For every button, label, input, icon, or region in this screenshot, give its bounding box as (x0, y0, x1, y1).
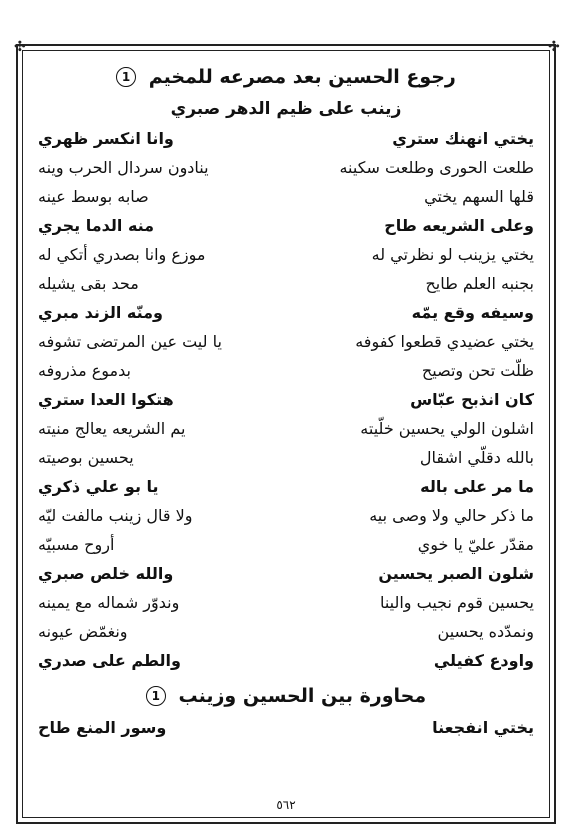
poem2-title-text: محاورة بين الحسين وزينب (178, 685, 427, 707)
verse-left-hemistich: بدموع مذروفه (38, 361, 131, 380)
poem2-number-badge: 1 (146, 686, 166, 706)
verse-left-hemistich: والطم على صدري (38, 651, 181, 670)
poem-title (30, 60, 542, 94)
verse-line (30, 646, 542, 675)
verse-line (30, 124, 542, 153)
verse-left-hemistich: يا ليت عين المرتضى تشوفه (38, 332, 222, 351)
verse-left-hemistich: والله خلص صبري (38, 564, 174, 583)
verse-line (30, 530, 542, 559)
verse-right-hemistich: بجنبه العلم طايح (425, 274, 534, 293)
page-content (30, 60, 542, 810)
verse-left-hemistich: محد بقى يشيله (38, 274, 139, 293)
verse-right-hemistich: ونمدّده يحسين (437, 622, 534, 641)
corner-ornament-icon: ✣ (14, 39, 26, 55)
verse-line (30, 617, 542, 646)
verse-right-hemistich: طلعت الحورى وطلعت سكينه (339, 158, 534, 177)
verse-left-hemistich: يحسين بوصيته (38, 448, 134, 467)
verse-left-hemistich: ونغمّض عيونه (38, 622, 128, 641)
verse-right-hemistich: شلون الصبر يحسين (378, 564, 534, 583)
verse-right-hemistich: وسيفه وقع يمّه (411, 303, 534, 322)
verse-right-hemistich: يختي عضيدي قطعوا كفوفه (355, 332, 534, 351)
verse-line (30, 211, 542, 240)
verse-left-hemistich: وسور المنع طاح (38, 718, 167, 737)
verse-right-hemistich: يختي انفجعنا (432, 718, 534, 737)
verse-line (30, 501, 542, 530)
verse-left-hemistich: يم الشريعه يعالج منيته (38, 419, 186, 438)
verse-right-hemistich: كان انذبح عبّاس (410, 390, 534, 409)
verse-right-hemistich: ظلّت تحن وتصيح (421, 361, 534, 380)
verse-line (30, 713, 542, 742)
verse-right-hemistich: اشلون الولي يحسين خلّيته (360, 419, 534, 438)
verse-line (30, 414, 542, 443)
verse-right-hemistich: ما ذكر حالي ولا وصى بيه (369, 506, 534, 525)
verse-line (30, 298, 542, 327)
verse-right-hemistich: وعلى الشريعه طاح (384, 216, 534, 235)
verse-right-hemistich: يختي يزينب لو نظرتي له (371, 245, 534, 264)
verse-left-hemistich: هتكوا العدا ستري (38, 390, 174, 409)
verse-left-hemistich: وندوّر شماله مع يمينه (38, 593, 180, 612)
verse-line (30, 269, 542, 298)
poem2-title (30, 679, 542, 713)
verse-right-hemistich: يحسين قوم نجيب والينا (379, 593, 534, 612)
verse-right-hemistich: قلها السهم يختي (424, 187, 534, 206)
poem2-verses (30, 713, 542, 742)
verse-line (30, 385, 542, 414)
verse-left-hemistich: موزع وانا بصدري أتكي له (38, 245, 206, 264)
verse-line (30, 472, 542, 501)
verse-left-hemistich: ولا قال زينب مالفت ليّه (38, 506, 193, 525)
verse-left-hemistich: يا بو علي ذكري (38, 477, 159, 496)
verse-line (30, 153, 542, 182)
verse-line (30, 240, 542, 269)
verse-right-hemistich: واودع كفيلي (433, 651, 534, 670)
verse-left-hemistich: أروح مسبيّه (38, 535, 115, 554)
verse-left-hemistich: ينادون سردال الحرب وينه (38, 158, 209, 177)
verse-right-hemistich: يختي انهنك ستري (392, 129, 534, 148)
verse-left-hemistich: وانا انكسر ظهري (38, 129, 174, 148)
verse-line (30, 356, 542, 385)
verse-right-hemistich: مقدّر عليّ يا خوي (417, 535, 534, 554)
page-number: ٥٦٢ (276, 798, 296, 812)
poem-number-badge: 1 (116, 67, 136, 87)
verse-left-hemistich: ومنّه الزند مبري (38, 303, 163, 322)
verse-line (30, 588, 542, 617)
verse-line (30, 182, 542, 211)
verse-line (30, 559, 542, 588)
verse-right-hemistich: ما مر على باله (420, 477, 534, 496)
verse-right-hemistich: بالله دقلّي اشقال (419, 448, 534, 467)
poem-verses (30, 124, 542, 675)
poem-title-text: رجوع الحسين بعد مصرعه للمخيم (148, 66, 456, 88)
corner-ornament-icon: ✣ (548, 39, 560, 55)
verse-left-hemistich: منه الدما يجري (38, 216, 155, 235)
poem-subtitle: زينب على ظيم الدهر صبري (170, 99, 402, 119)
verse-left-hemistich: صابه بوسط عينه (38, 187, 149, 206)
verse-line (30, 327, 542, 356)
verse-line (30, 443, 542, 472)
